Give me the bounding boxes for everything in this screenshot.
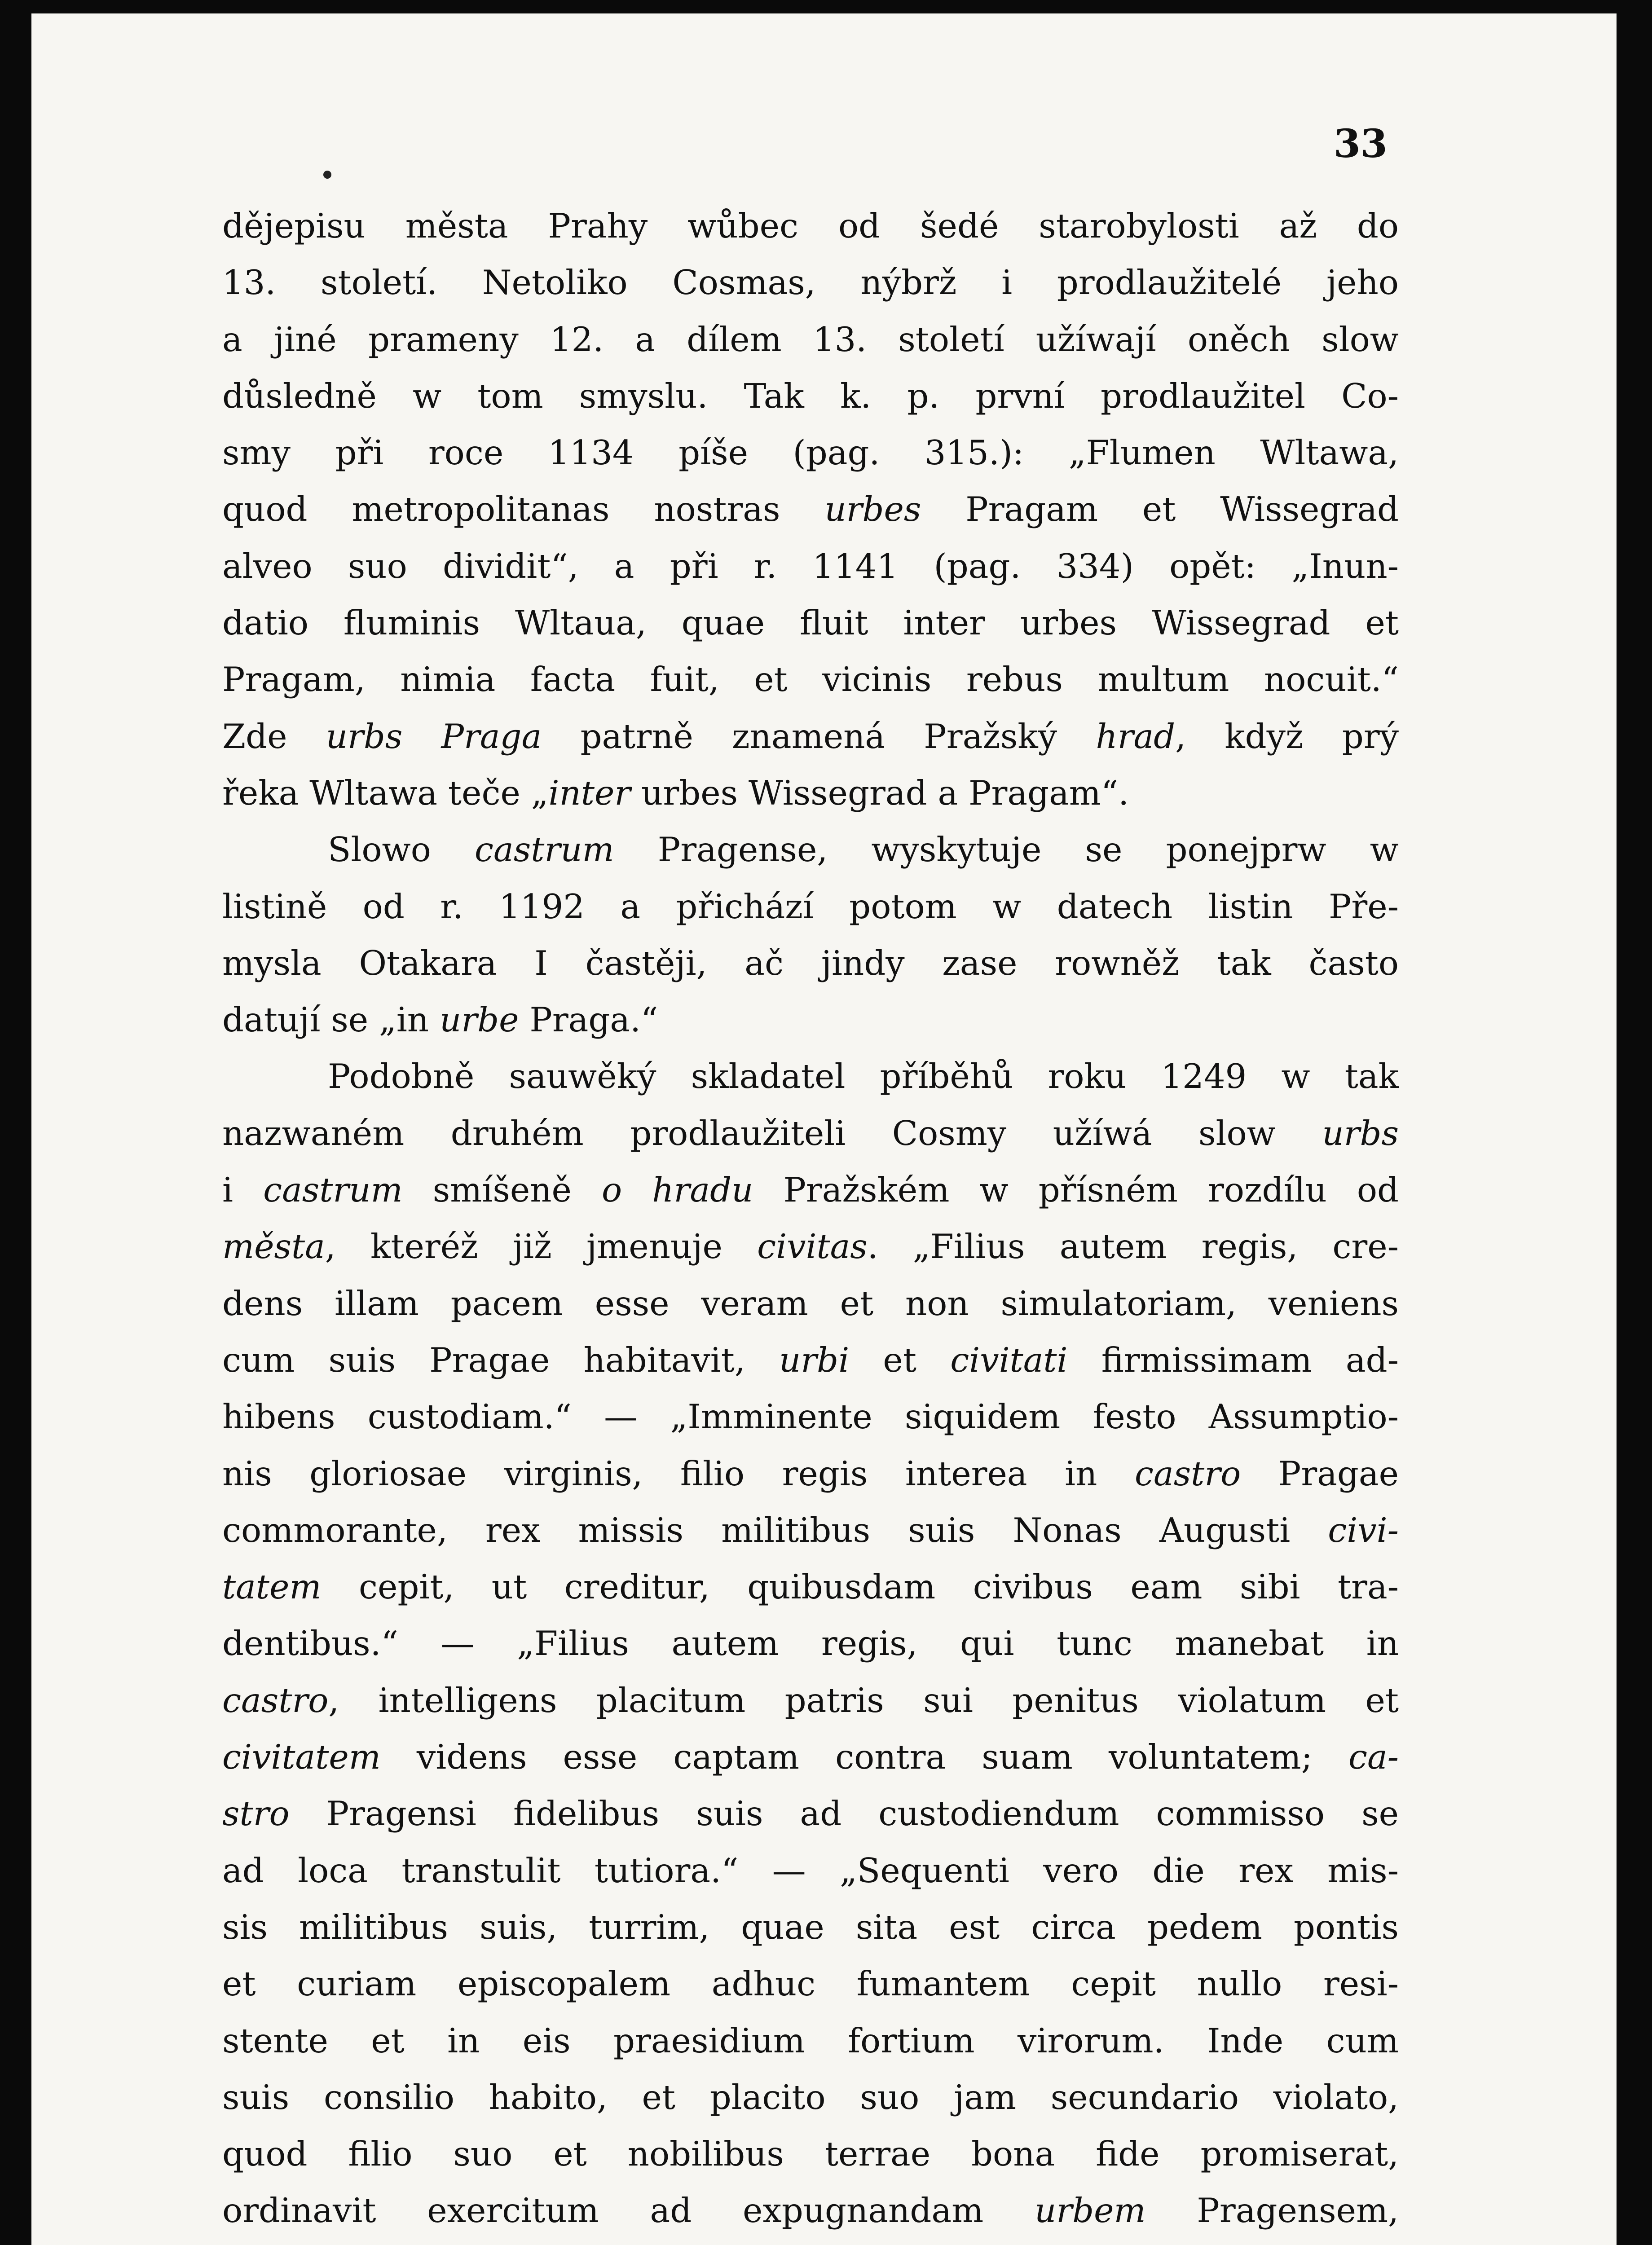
- text-line: města, kteréž již jmenuje civitas. „Filius autem regis, cre-: [222, 1227, 1399, 1267]
- page-number: 33: [1334, 121, 1388, 167]
- text-line: listině od r. 1192 a přichází potom w datech listin Pře-: [222, 886, 1399, 926]
- text-line: Pragam, nimia facta fuit, et vicinis rebus multum nocuit.“: [222, 660, 1399, 700]
- text-line: dens illam pacem esse veram et non simulatoriam, veniens: [222, 1283, 1399, 1323]
- text-line: suis consilio habito, et placito suo jam secundario violato,: [222, 2077, 1399, 2117]
- text-line: datio fluminis Wltaua, quae fluit inter urbes Wissegrad et: [222, 603, 1399, 643]
- text-line: nazwaném druhém prodlaužiteli Cosmy užíwá slow urbs: [222, 1113, 1399, 1153]
- text-line: 13. století. Netoliko Cosmas, nýbrž i prodlaužitelé jeho: [222, 263, 1399, 303]
- text-line: i castrum smíšeně o hradu Pražském w přísném rozdílu od: [222, 1170, 1399, 1210]
- text-line: datují se „in urbe Praga.“: [222, 1000, 658, 1040]
- body-text: [222, 198, 1399, 2239]
- text-line: dentibus.“ — „Filius autem regis, qui tunc manebat in: [222, 1624, 1399, 1664]
- text-line: mysla Otakara I častěji, ač jindy zase rowněž tak často: [222, 943, 1399, 983]
- text-line: quod metropolitanas nostras urbes Pragam et Wissegrad: [222, 489, 1399, 529]
- text-line: commorante, rex missis militibus suis Nonas Augusti civi-: [222, 1510, 1399, 1550]
- book-page: [31, 13, 1617, 2245]
- text-line: stente et in eis praesidium fortium virorum. Inde cum: [222, 2020, 1399, 2060]
- text-line: hibens custodiam.“ — „Imminente siquidem festo Assumptio-: [222, 1397, 1399, 1437]
- text-line: castro, intelligens placitum patris sui penitus violatum et: [222, 1680, 1399, 1720]
- text-line: Zde urbs Praga patrně znamená Pražský hrad, když prý: [222, 716, 1399, 756]
- text-line: smy při roce 1134 píše (pag. 315.): „Flumen Wltawa,: [222, 433, 1399, 473]
- text-line: Slowo castrum Pragense, wyskytuje se ponejprw w: [328, 830, 1399, 870]
- text-line: alveo suo dividit“, a při r. 1141 (pag. 334) opět: „Inun-: [222, 546, 1399, 586]
- print-speck: [323, 171, 331, 179]
- text-line: et curiam episcopalem adhuc fumantem cepit nullo resi-: [222, 1964, 1399, 2004]
- text-line: a jiné prameny 12. a dílem 13. století užíwají oněch slow: [222, 319, 1399, 359]
- text-line: cum suis Pragae habitavit, urbi et civitati firmissimam ad-: [222, 1340, 1399, 1380]
- text-line: sis militibus suis, turrim, quae sita est circa pedem pontis: [222, 1907, 1399, 1947]
- text-line: Podobně sauwěký skladatel příběhů roku 1249 w tak: [328, 1056, 1399, 1096]
- text-line: civitatem videns esse captam contra suam voluntatem; ca-: [222, 1737, 1399, 1777]
- text-line: tatem cepit, ut creditur, quibusdam civibus eam sibi tra-: [222, 1567, 1399, 1607]
- text-line: quod filio suo et nobilibus terrae bona fide promiserat,: [222, 2134, 1399, 2174]
- text-line: stro Pragensi fidelibus suis ad custodiendum commisso se: [222, 1794, 1399, 1834]
- text-line: nis gloriosae virginis, filio regis interea in castro Pragae: [222, 1453, 1399, 1493]
- text-line: důsledně w tom smyslu. Tak k. p. první prodlaužitel Co-: [222, 376, 1399, 416]
- text-line: dějepisu města Prahy wůbec od šedé starobylosti až do: [222, 206, 1399, 246]
- text-line: ad loca transtulit tutiora.“ — „Sequenti vero die rex mis-: [222, 1850, 1399, 1890]
- text-line: řeka Wltawa teče „inter urbes Wissegrad a Pragam“.: [222, 773, 1129, 813]
- text-line: ordinavit exercitum ad expugnandam urbem Pragensem,: [222, 2191, 1399, 2231]
